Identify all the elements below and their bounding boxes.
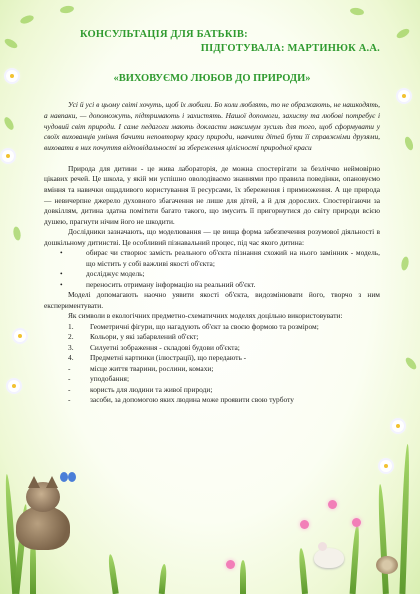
document-body: [44, 28, 380, 406]
list-item: 3. Силуетні зображення - складові будови об'єкта;: [68, 342, 240, 352]
paragraph-modeling: Дослідники зазначають, що моделювання — це вища форма забезпечення розумової діяльності в дошкільному дитинстві. Це особливий пізнавальний процес, під час якого дитина:: [44, 227, 380, 247]
symbols-list: [44, 322, 380, 364]
list-item: • обирає чи створює замість реального об'єкта пізнання схожий на нього замінник - модель, що містить у собі важливі якості об'єкта;: [86, 248, 380, 269]
list-item: • переносить отриману інформацію на реальний об'єкт.: [86, 280, 380, 291]
kitten-illustration: [10, 482, 74, 552]
list-item: - користь для людини та живої природи;: [68, 384, 213, 394]
mouse-illustration: [314, 548, 344, 568]
picture-details-list: [44, 364, 380, 406]
header-line-1: КОНСУЛЬТАЦІЯ ДЛЯ БАТЬКІВ:: [80, 29, 248, 40]
list-item: - місце життя тварини, рослини, комахи;: [68, 363, 214, 373]
list-item: • досліджує модель;: [86, 269, 380, 280]
list-item: 2. Кольори, у які забарвлений об'єкт;: [68, 332, 199, 342]
paragraph-nature-lab: Природа для дитини - це жива лабораторія, де можна спостерігати за безліччю неймовірно цікавих речей. Це школа, у якій ми успішно оволодіваємо знаннями про правила поведінки, опановуємо вміння та навички ощадливого користування її ресурсами, їх збереження і примноження. А ще природа — невичерпне джерело духовного збагачення не лише для дітей, а й для дорослих. Спостерігаючи за довкіллям, дитина здатна помітити багато такого, що змусить її пригорнутися до світу природи всією душею, прагнути нічим його не шкодити.: [44, 163, 380, 226]
snail-illustration: [376, 556, 398, 574]
list-item: - уподобання;: [68, 374, 129, 384]
header-line-2: ПІДГОТУВАЛА: МАРТИНЮК А.А.: [200, 42, 380, 54]
document-title: «ВИХОВУЄМО ЛЮБОВ ДО ПРИРОДИ»: [113, 73, 311, 85]
paragraph-symbols: Як символи в екологічних предметно-схематичних моделях доцільно використовувати:: [68, 311, 343, 321]
list-item: 1. Геометричні фігури, що нагадують об'єкт за своєю формою та розміром;: [68, 321, 319, 331]
list-item: 4. Предметні картинки (ілюстрації), що передають -: [68, 353, 247, 363]
intro-paragraph: Усі й усі в цьому світі хочуть, щоб їх любили. Бо коли люблять, то не ображають, не нашкодять, а навпаки, — допоможуть, підтримають і захистять. Нашої допомоги, захисту та любові потребує і чудовий світ природи. І саме педагоги мають докласти максимум зусиль для того, щоб сформувати у своїх вихованців уміння бачити неповторну красу природи, навчити дітей бути її справжніми друзями, виховати в них почуття відповідальності за збереження цілісності природної краси: [44, 100, 380, 153]
modeling-steps-list: [44, 248, 380, 290]
paragraph-models: Моделі допомагають наочно уявити якості об'єкта, видозмінювати його, творчо з ним експериментувати.: [44, 290, 380, 310]
butterfly-illustration: [60, 472, 76, 482]
list-item: - засоби, за допомогою яких людина може проявити свою турботу: [68, 395, 294, 405]
